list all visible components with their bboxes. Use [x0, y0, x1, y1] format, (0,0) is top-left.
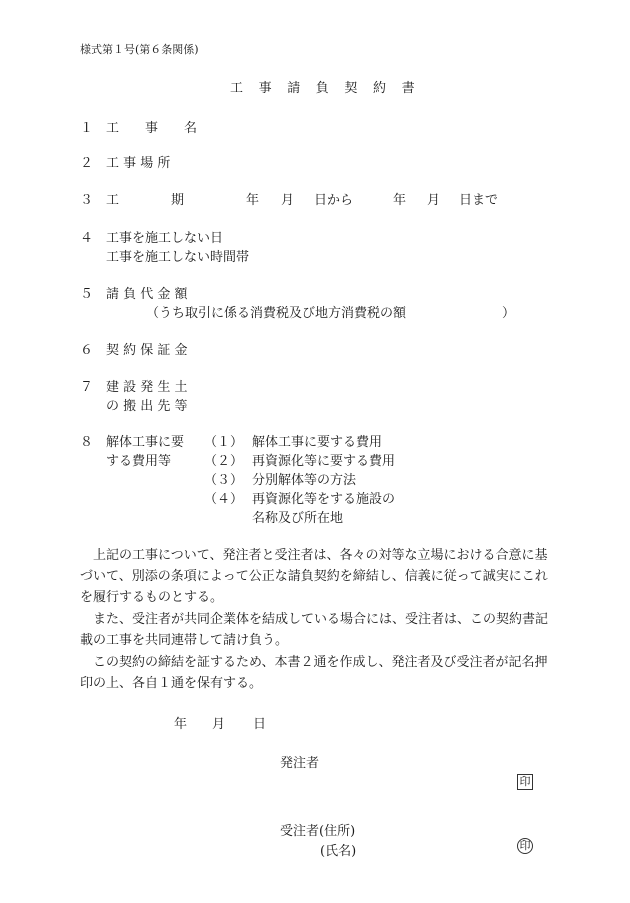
item-2-label: 工 事 場 所: [106, 156, 171, 171]
tax-note-close: ）: [502, 306, 516, 321]
item-5-label: 請 負 代 金 額: [106, 287, 188, 302]
sub-item-number: （３）: [204, 473, 244, 488]
item-7-label-line1: 建 設 発 生 土: [106, 380, 188, 395]
sub-item-4-continuation: 名称及び所在地: [252, 511, 344, 526]
item-6-label: 契 約 保 証 金: [106, 343, 188, 358]
sub-item-text: 再資源化等をする施設の: [252, 492, 396, 507]
item-3-number: ３: [80, 193, 94, 208]
item-8-label-line2: する費用等: [106, 454, 172, 469]
contractor-name-label: (氏名): [320, 844, 357, 859]
seal-mark-icon: 印: [517, 774, 533, 790]
item-5-number: ５: [80, 287, 94, 302]
item-1-label: 工 事 名: [106, 121, 198, 136]
item-7-label-line2: の 搬 出 先 等: [106, 399, 188, 414]
date-year-label: 年: [174, 717, 188, 732]
start-day-label: 日から: [314, 193, 354, 208]
sub-item-text: 再資源化等に要する費用: [252, 454, 396, 469]
start-month-label: 月: [281, 193, 295, 208]
item-4-label-line2: 工事を施工しない時間帯: [106, 250, 250, 265]
orderer-label: 発注者: [280, 756, 320, 771]
item-4-label-line1: 工事を施工しない日: [106, 231, 224, 246]
sub-item-number: （１）: [204, 435, 244, 450]
item-6-number: ６: [80, 343, 94, 358]
item-8-label-line1: 解体工事に要: [106, 435, 185, 450]
body-paragraph-2: また、受注者が共同企業体を結成している場合には、受注者は、この契約書記載の工事を共同連帯して請け負う。: [80, 612, 549, 648]
item-7-number: ７: [80, 380, 94, 395]
item-4-number: ４: [80, 231, 94, 246]
date-day-label: 日: [253, 717, 267, 732]
sub-item-text: 分別解体等の方法: [252, 473, 357, 488]
seal-mark-icon: 印: [517, 838, 533, 854]
end-day-label: 日まで: [459, 193, 499, 208]
item-8-number: ８: [80, 435, 94, 450]
contractor-address-label: 受注者(住所): [280, 824, 356, 839]
item-3-label: 工 期: [106, 193, 185, 208]
document-title: 工 事 請 負 契 約 書: [230, 81, 416, 96]
body-paragraph-1: 上記の工事について、発注者と受注者は、各々の対等な立場における合意に基づいて、別添の条項によって公正な請負契約を締結し、信義に従って誠実にこれを履行するものとする。: [80, 548, 548, 605]
sub-item-number: （２）: [204, 454, 244, 469]
tax-note: （うち取引に係る消費税及び地方消費税の額: [146, 306, 407, 321]
end-month-label: 月: [427, 193, 441, 208]
date-month-label: 月: [212, 717, 226, 732]
form-number-label: 様式第１号(第６条関係): [80, 43, 199, 56]
item-1-number: １: [80, 121, 94, 136]
body-paragraph-3: この契約の締結を証するため、本書２通を作成し、発注者及び受注者が記名押印の上、各自１通を保有する。: [80, 655, 548, 691]
sub-item-text: 解体工事に要する費用: [252, 435, 383, 450]
sub-item-number: （４）: [204, 492, 244, 507]
item-2-number: ２: [80, 156, 94, 171]
end-year-label: 年: [393, 193, 407, 208]
start-year-label: 年: [246, 193, 260, 208]
